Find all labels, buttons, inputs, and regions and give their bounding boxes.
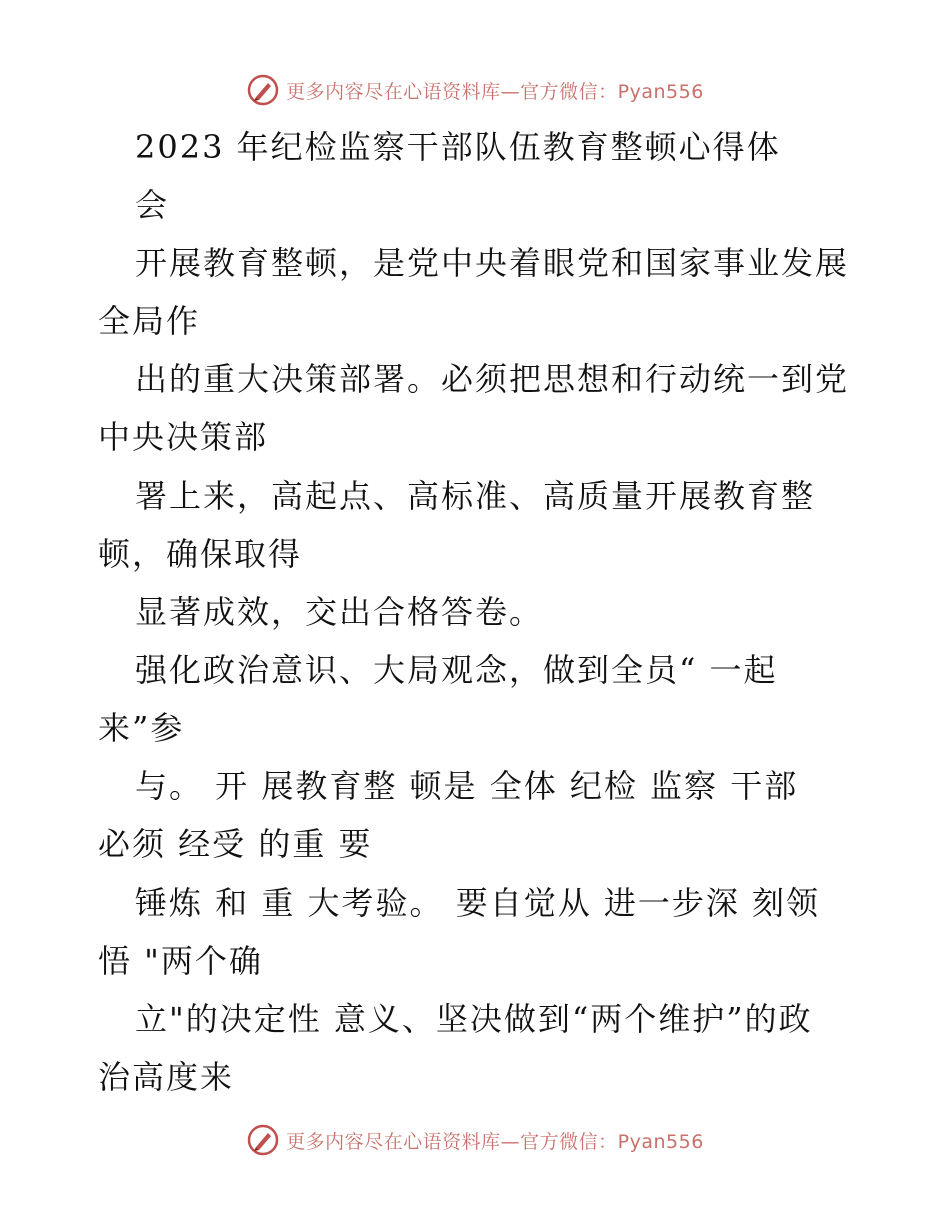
footer-watermark	[0, 1120, 950, 1160]
doc-text-line: 立"的决定性 意义、坚决做到“两个维护”的政	[135, 1000, 813, 1038]
pen-logo-icon	[246, 73, 280, 107]
doc-text-line: 与。 开 展教育整 顿是 全体 纪检 监察 干部	[135, 767, 799, 805]
doc-text-line: 治高度来	[98, 1058, 235, 1096]
doc-text-line: 全局作	[98, 302, 201, 340]
header-watermark	[0, 70, 950, 110]
doc-title-line: 会	[135, 186, 170, 224]
doc-text-line: 开展教育整顿，是党中央着眼党和国家事业发展	[135, 244, 850, 282]
doc-title-line: 2023 年纪检监察干部队伍教育整顿心得体	[135, 128, 781, 166]
doc-text-line: 锤炼 和 重 大考验。 要自觉从 进一步深 刻领	[135, 884, 821, 922]
doc-text-line: 显著成效，交出合格答卷。	[135, 593, 544, 631]
doc-text-line: 强化政治意识、大局观念，做到全员“ 一起	[135, 651, 778, 689]
watermark-text: 更多内容尽在心语资料库—官方微信：Pyan556	[286, 1130, 704, 1153]
doc-text-line: 中央决策部	[98, 418, 269, 456]
pen-logo-icon	[246, 1123, 280, 1157]
doc-text-line: 顿，确保取得	[98, 535, 303, 573]
doc-text-line: 悟 "两个确	[98, 942, 263, 980]
doc-text-line: 署上来，高起点、高标准、高质量开展教育整	[135, 477, 816, 515]
doc-text-line: 必须 经受 的重 要	[98, 825, 373, 863]
doc-text-line: 来”参	[98, 709, 185, 747]
doc-text-line: 出的重大决策部署。必须把思想和行动统一到党	[135, 360, 850, 398]
watermark-text: 更多内容尽在心语资料库—官方微信：Pyan556	[286, 80, 704, 103]
